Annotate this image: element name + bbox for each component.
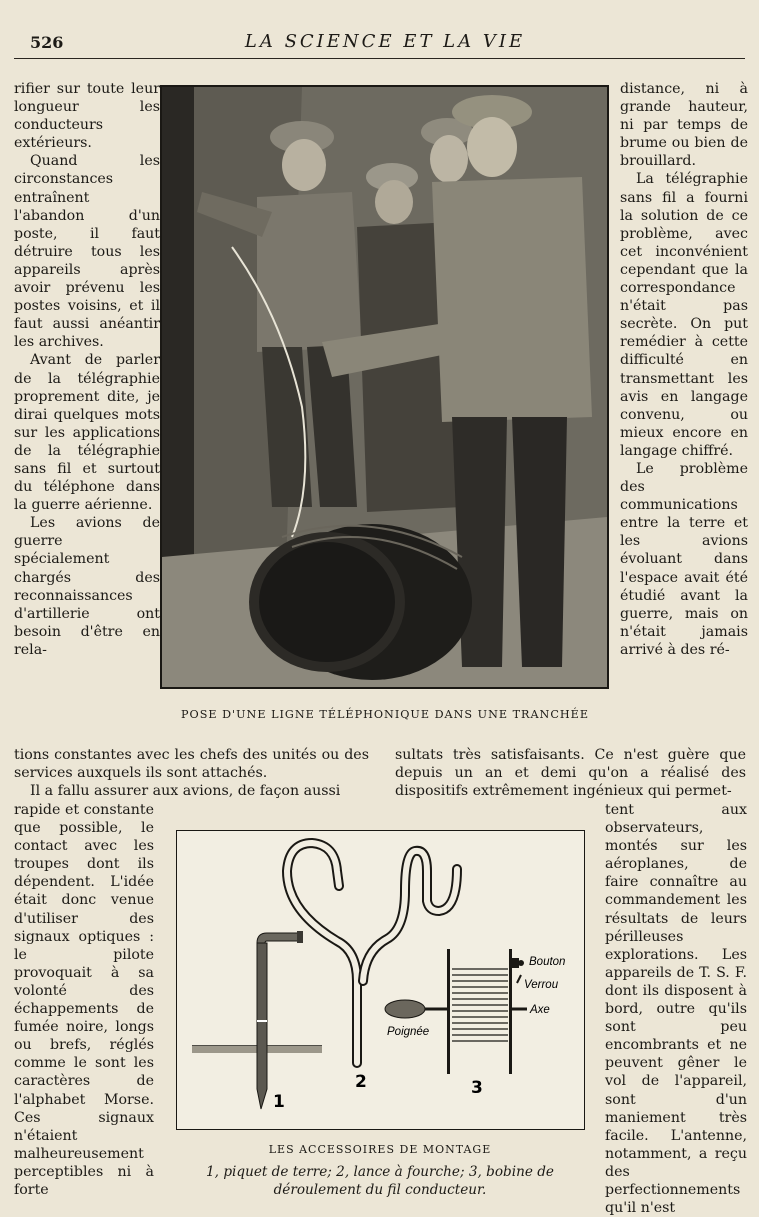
- paragraph: Avant de parler de la télégraphie proprement dite, je dirai quelques mots sur les applications de la télégraphie sans fil et surtout du téléphone dans la guerre aérienne.: [14, 352, 160, 514]
- header-rule: [14, 58, 745, 59]
- paragraph: Le problème des communications entre la terre et les avions évoluant dans l'espace avait été étudié avant la guerre, mais on n'était jamais arrivé à des ré-: [620, 460, 748, 658]
- paragraph: sultats très satisfaisants. Ce n'est guère que depuis un an et demi qu'on a réalisé des dispositifs extrêmement ingénieux qui permet-: [395, 747, 746, 800]
- paragraph: Quand les circonstances entraînent l'abandon d'un poste, il faut détruire tous les appareils après avoir prévenu les postes voisins, et il faut aussi anéantir les archives.: [14, 153, 160, 351]
- span-text-right: [395, 746, 746, 800]
- paragraph: Les avions de guerre spécialement chargés des reconnaissances d'artillerie ont besoin d'être en rela-: [14, 515, 160, 658]
- page-number: 526: [30, 33, 64, 52]
- right-column: [620, 80, 748, 659]
- left-column: [14, 80, 160, 659]
- trench-telephone-photo: [160, 85, 609, 689]
- label-poignee: Poignée: [387, 1026, 430, 1038]
- paragraph: rapide et constante que possible, le contact avec les troupes dont ils dépendent. L'idée était donc venue d'utiliser des signaux optiques : le pilote provoquait à sa volonté des échappements de fumée noire, longs ou brefs, réglés comme le sont les caractères de l'alphabet Morse. Ces signaux n'étaient malheureusement perceptibles ni à forte: [14, 802, 154, 1198]
- left-column-lower: [14, 801, 154, 1199]
- photo-caption: POSE D'UNE LIGNE TÉLÉPHONIQUE DANS UNE TRANCHÉE: [181, 708, 589, 721]
- mounting-accessories-diagram: [176, 830, 585, 1130]
- diagram-caption-line: 1, piquet de terre; 2, lance à fourche; 3, bobine de: [206, 1164, 554, 1180]
- paragraph: tent aux observateurs, montés sur les aéroplanes, de faire connaître au commandement les résultats de leurs périlleuses explorations. Les appareils de T. S. F. dont ils disposent à bord, outre qu'ils sont peu encombrants et ne peuvent gêner le vol de l'appareil, sont d'un maniement très facile. L'antenne, notamment, a reçu des perfectionnements qu'il n'est: [605, 802, 747, 1217]
- span-text-left: [14, 746, 369, 800]
- diagram-label-2: 2: [355, 1072, 367, 1092]
- right-column-lower: [605, 801, 747, 1217]
- diagram-label-3: 3: [471, 1078, 483, 1098]
- paragraph: Il a fallu assurer aux avions, de façon aussi: [30, 783, 341, 800]
- diagram-caption-line: déroulement du fil conducteur.: [273, 1182, 487, 1198]
- label-bouton: Bouton: [529, 956, 566, 968]
- label-axe: Axe: [530, 1004, 550, 1016]
- paragraph: rifier sur toute leur longueur les conducteurs extérieurs.: [14, 81, 160, 152]
- diagram-caption-title: LES ACCESSOIRES DE MONTAGE: [268, 1143, 492, 1156]
- label-verrou: Verrou: [524, 979, 559, 991]
- diagram-label-1: 1: [273, 1092, 285, 1112]
- diagram-caption: [165, 1163, 595, 1199]
- paragraph: tions constantes avec les chefs des unités ou des services auxquels ils sont attachés.: [14, 747, 369, 782]
- running-header: LA SCIENCE ET LA VIE: [244, 31, 526, 52]
- paragraph: distance, ni à grande hauteur, ni par temps de brume ou bien de brouillard.: [620, 81, 748, 170]
- paragraph: La télégraphie sans fil a fourni la solution de ce problème, avec cet inconvénient cependant que la correspondance n'était pas secrète. On put remédier à cette difficulté en transmettant les avis en langage convenu, ou mieux encore en langage chiffré.: [620, 171, 748, 459]
